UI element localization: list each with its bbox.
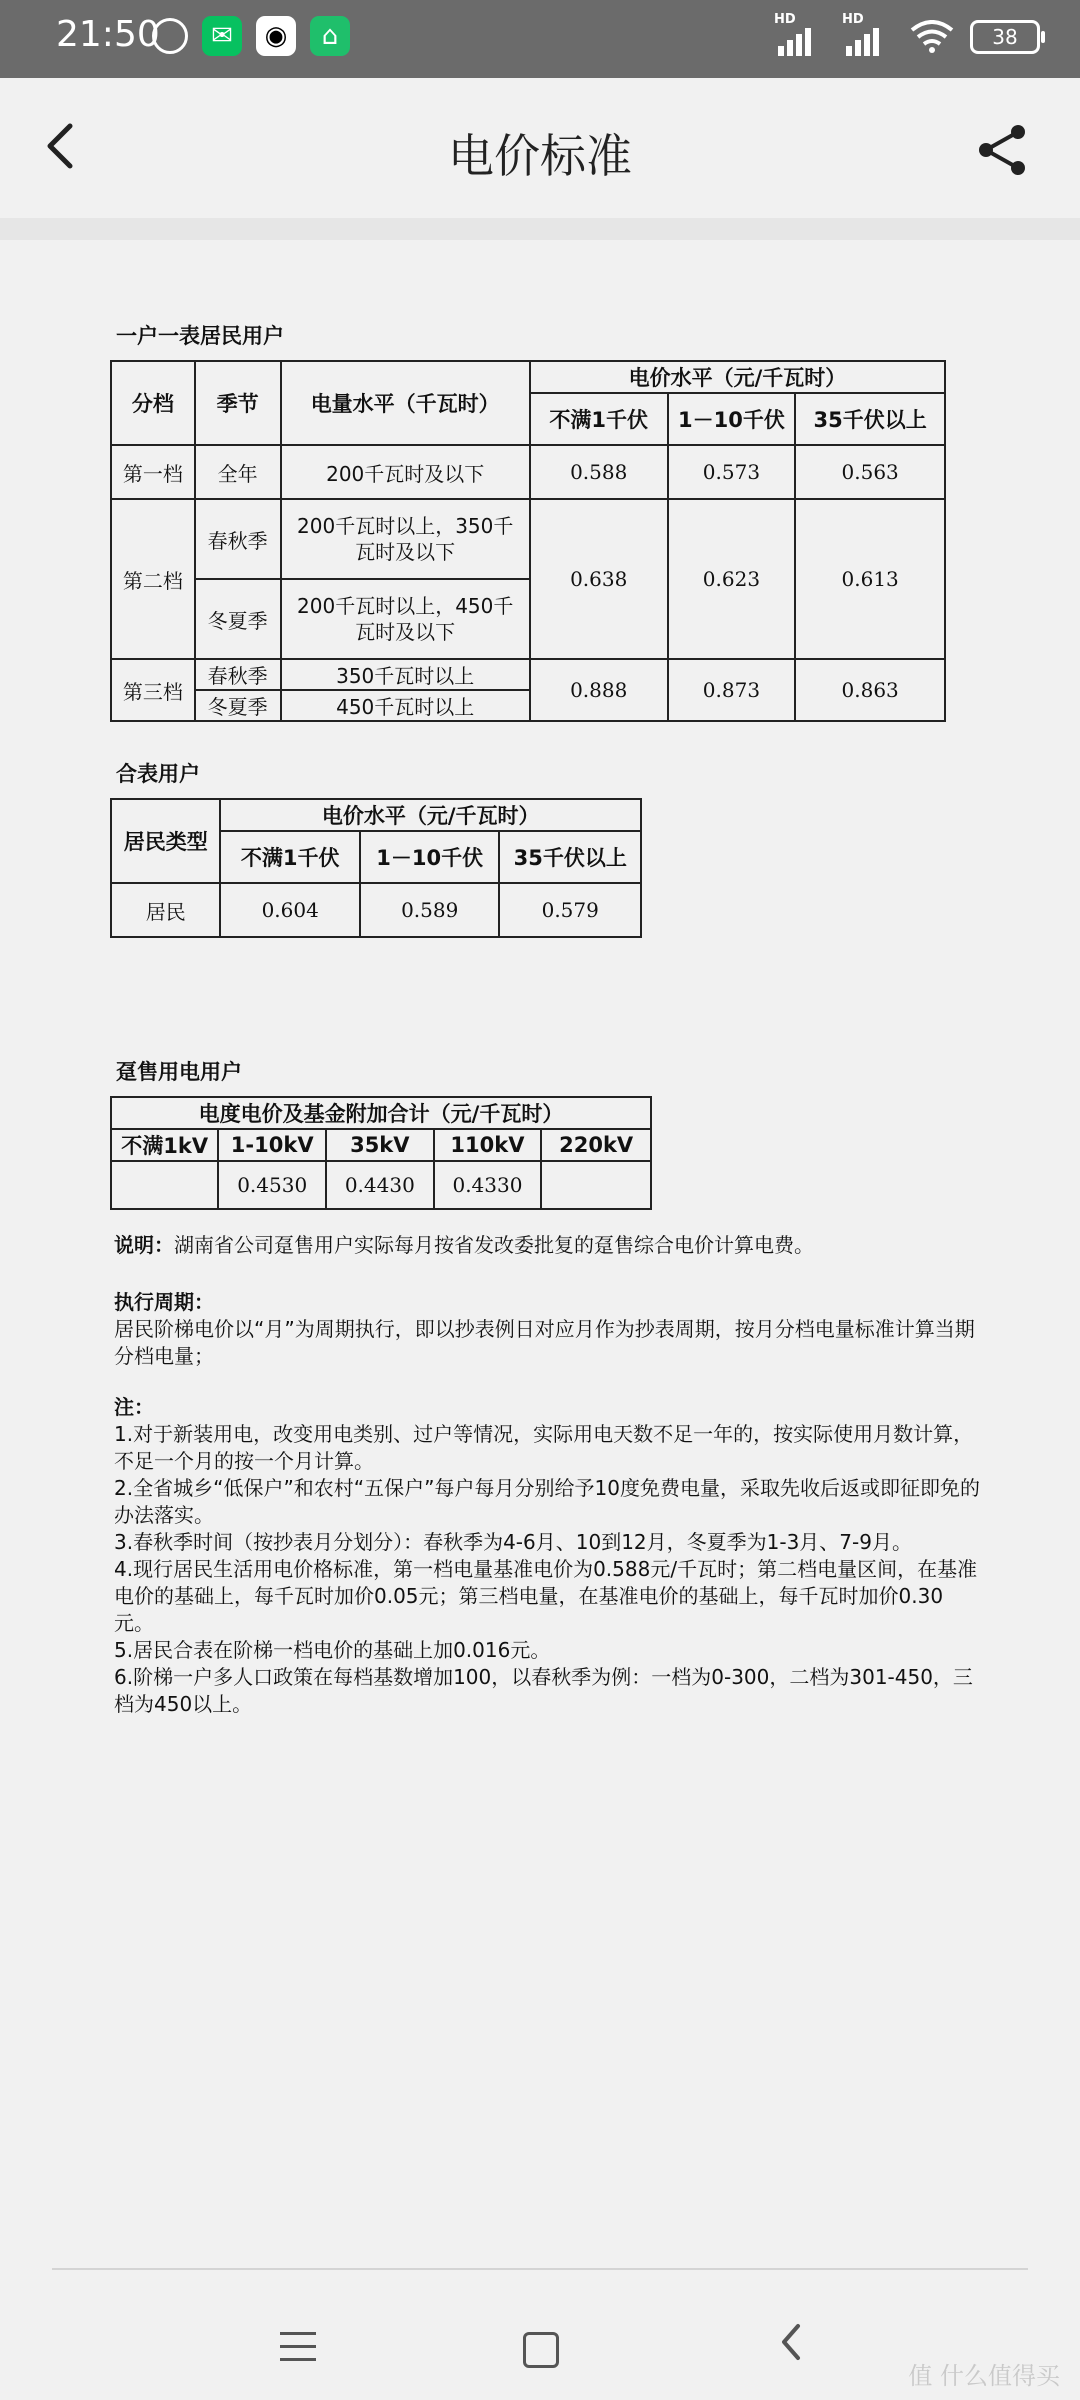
alarm-icon [152, 18, 188, 54]
note-item: 2.全省城乡“低保户”和农村“五保户”每户每月分别给予10度免费电量，采取先收后返或即征即免的办法落实。 [114, 1476, 980, 1527]
header-price: 电价水平（元/千瓦时） [530, 361, 945, 393]
price-value: 0.588 [530, 445, 668, 499]
home-button[interactable] [523, 2332, 559, 2368]
header-divider [0, 218, 1080, 240]
share-button[interactable] [974, 122, 1030, 178]
price-value: 0.863 [795, 659, 945, 721]
header-usage: 电量水平（千瓦时） [281, 361, 530, 445]
season-label: 全年 [195, 445, 281, 499]
header-voltage-5: 220kV [541, 1129, 651, 1161]
period-text: 居民阶梯电价以“月”为周期执行，即以抄表例日对应月作为抄表周期，按月分档电量标准计算当期分档电量； [114, 1317, 975, 1368]
usage-range [281, 579, 530, 659]
header-voltage-3: 35千伏以上 [499, 831, 641, 883]
header-voltage-2: 1－10千伏 [360, 831, 500, 883]
price-value: 0.623 [668, 499, 796, 659]
mi-home-icon: ⌂ [310, 16, 350, 56]
usage-range-text: 200千瓦时以上，450千瓦时及以下 [297, 594, 514, 644]
header-voltage-1: 不满1千伏 [530, 393, 668, 445]
battery-level: 38 [992, 25, 1018, 49]
status-time: 21:50 [56, 14, 160, 55]
price-value: 0.589 [360, 883, 500, 937]
header-voltage-1: 不满1千伏 [220, 831, 360, 883]
tier-label: 第二档 [111, 499, 195, 659]
header-price: 电价水平（元/千瓦时） [220, 799, 641, 831]
price-value [111, 1161, 218, 1209]
price-value: 0.638 [530, 499, 668, 659]
tier-label: 第三档 [111, 659, 195, 721]
watermark: 值 什么值得买 [908, 2362, 1060, 2390]
price-value: 0.579 [499, 883, 641, 937]
price-value: 0.573 [668, 445, 796, 499]
price-content [110, 300, 980, 1718]
residential-price-table [110, 360, 946, 722]
price-value [541, 1161, 651, 1209]
header-voltage-2: 1－10千伏 [668, 393, 796, 445]
usage-range [281, 499, 530, 579]
notes-section [114, 1232, 980, 1718]
table1-title: 一户一表居民用户 [116, 324, 284, 348]
system-nav-bar [0, 2268, 1080, 2400]
note-item: 5.居民合表在阶梯一档电价的基础上加0.016元。 [114, 1638, 551, 1662]
season-label: 冬夏季 [195, 690, 281, 721]
tier-label: 第一档 [111, 445, 195, 499]
qq-icon: ◉ [256, 16, 296, 56]
table3-title: 趸售用电用户 [116, 1060, 242, 1084]
header-total-price: 电度电价及基金附加合计（元/千瓦时） [111, 1097, 651, 1129]
header-voltage-3: 35千伏以上 [795, 393, 945, 445]
season-label: 春秋季 [195, 499, 281, 579]
share-icon [974, 122, 1030, 178]
signal-icon [774, 12, 826, 56]
period-label: 执行周期： [114, 1290, 214, 1314]
table2-title: 合表用户 [116, 762, 200, 786]
note-label: 注： [114, 1395, 154, 1419]
status-bar [0, 0, 1080, 78]
wechat-icon: ✉ [202, 16, 242, 56]
usage-range: 450千瓦时以上 [281, 690, 530, 721]
recent-apps-button[interactable] [280, 2332, 316, 2371]
price-value: 0.4430 [326, 1161, 434, 1209]
note-item: 6.阶梯一户多人口政策在每档基数增加100，以春秋季为例：一档为0-300，二档为301-450，三档为450以上。 [114, 1665, 973, 1716]
price-value: 0.873 [668, 659, 796, 721]
header-voltage-2: 1-10kV [218, 1129, 326, 1161]
header-tier: 分档 [111, 361, 195, 445]
price-value: 0.4530 [218, 1161, 326, 1209]
price-value: 0.4330 [434, 1161, 542, 1209]
page-title: 电价标准 [448, 129, 632, 183]
explanation-label: 说明： [114, 1233, 174, 1257]
note-item: 4.现行居民生活用电价格标准，第一档电量基准电价为0.588元/千瓦时；第二档电量区间，在基准电价的基础上，每千瓦时加价0.05元；第三档电量，在基准电价的基础上，每千瓦时加价0.30元。 [114, 1557, 978, 1635]
network-label: HD [774, 12, 796, 27]
usage-range: 350千瓦时以上 [281, 659, 530, 690]
status-indicators [774, 12, 1040, 56]
usage-range-text: 200千瓦时以上，350千瓦时及以下 [297, 514, 514, 564]
notification-icons [152, 16, 350, 56]
system-back-button[interactable] [776, 2320, 806, 2376]
price-value: 0.888 [530, 659, 668, 721]
price-value: 0.604 [220, 883, 360, 937]
shared-meter-price-table [110, 798, 642, 938]
wholesale-price-table [110, 1096, 652, 1210]
wifi-icon [910, 20, 954, 54]
header-resident-type: 居民类型 [111, 799, 220, 883]
explanation-text: 湖南省公司趸售用户实际每月按省发改委批复的趸售综合电价计算电费。 [174, 1233, 814, 1257]
header-season: 季节 [195, 361, 281, 445]
price-value: 0.563 [795, 445, 945, 499]
price-value: 0.613 [795, 499, 945, 659]
usage-range: 200千瓦时及以下 [281, 445, 530, 499]
resident-type: 居民 [111, 883, 220, 937]
note-item: 3.春秋季时间（按抄表月分划分）：春秋季为4-6月、10到12月，冬夏季为1-3月、7-9月。 [114, 1530, 912, 1554]
nav-divider [52, 2268, 1028, 2270]
season-label: 冬夏季 [195, 579, 281, 659]
network-label: HD [842, 12, 864, 27]
header-voltage-1: 不满1kV [111, 1129, 218, 1161]
note-item: 1.对于新装用电，改变用电类别、过户等情况，实际用电天数不足一年的，按实际使用月数计算，不足一个月的按一个月计算。 [114, 1422, 974, 1473]
app-header [0, 78, 1080, 218]
back-chevron-icon [776, 2320, 806, 2364]
battery-icon [970, 20, 1040, 54]
signal-icon [842, 12, 894, 56]
header-voltage-4: 110kV [434, 1129, 542, 1161]
header-voltage-3: 35kV [326, 1129, 434, 1161]
season-label: 春秋季 [195, 659, 281, 690]
explanation [114, 1232, 980, 1259]
